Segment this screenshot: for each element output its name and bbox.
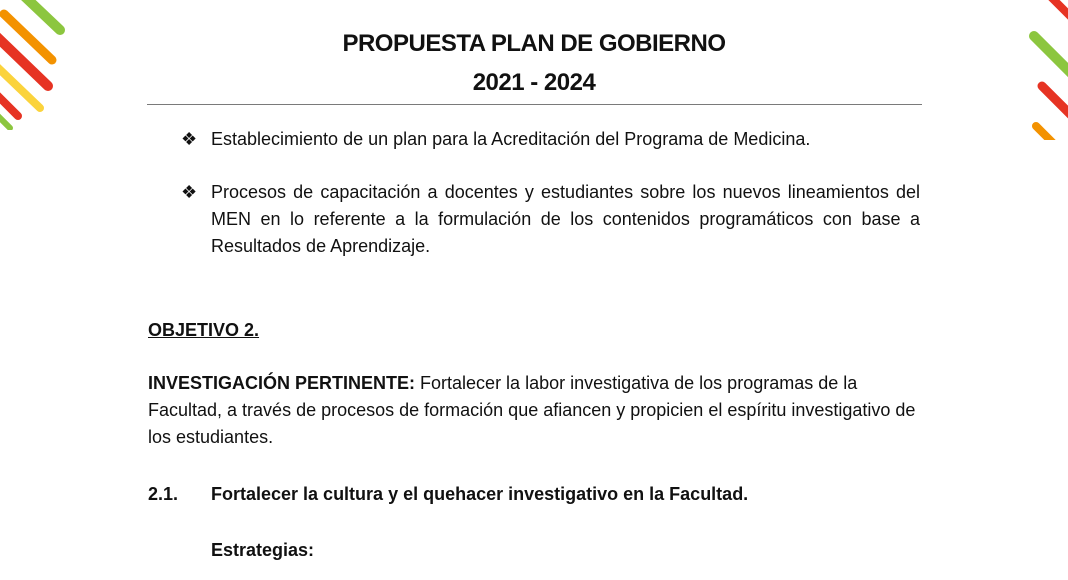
- objective-heading: OBJETIVO 2.: [148, 320, 260, 340]
- diamond-bullet-icon: ❖: [181, 182, 198, 202]
- objective-paragraph: [148, 370, 933, 451]
- diamond-bullet-icon: ❖: [181, 129, 198, 149]
- section-number: 2.1.: [148, 484, 179, 504]
- document-period: 2021 - 2024: [472, 69, 596, 96]
- bullet-item-accreditation: Establecimiento de un plan para la Acreditación del Programa de Medicina.: [211, 129, 811, 149]
- header-divider: [147, 104, 922, 105]
- section-title: Fortalecer la cultura y el quehacer investigativo en la Facultad.: [211, 484, 749, 504]
- strategies-label: Estrategias:: [211, 540, 315, 560]
- document-title: PROPUESTA PLAN DE GOBIERNO: [342, 30, 726, 57]
- decorative-stripes-left: [0, 0, 80, 130]
- bullet-item-training: Procesos de capacitación a docentes y estudiantes sobre los nuevos lineamientos del MEN en lo referente a la formulación de los contenidos programáticos con base a Resultados de Aprendizaje.: [211, 182, 920, 256]
- objective-text: Fortalecer la labor investigativa de los programas de la Facultad, a través de procesos de formación que afiancen y propicien el espíritu investigativo de los estudiantes.: [148, 373, 916, 447]
- objective-lead: INVESTIGACIÓN PERTINENTE:: [148, 373, 416, 393]
